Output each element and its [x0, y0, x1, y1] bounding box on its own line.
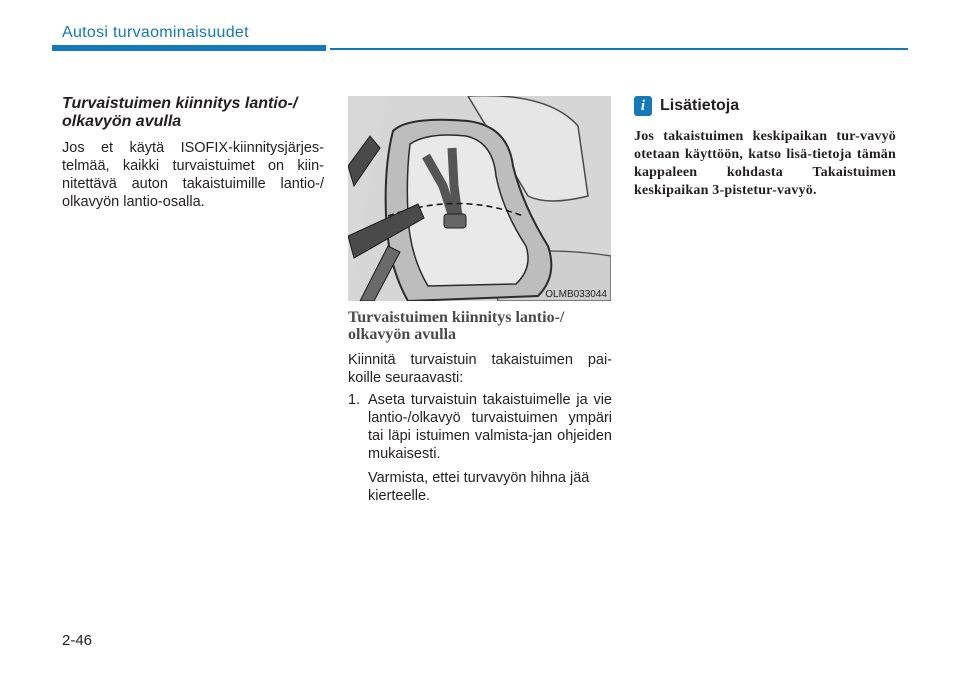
info-body: Jos takaistuimen keskipaikan tur-vavyö otetaan käyttöön, katso lisä-tietoja tämän kappaleen kohdasta Takaistuimen keskipaikan 3-pistetur-vavyö.: [634, 129, 896, 198]
list-number: 1.: [348, 392, 361, 408]
left-column: [62, 95, 324, 211]
section-title: Autosi turvaominaisuudet: [62, 24, 249, 41]
list-text: Aseta turvaistuin takaistuimelle ja vie lantio-/olkavyö turvaistuimen ympäri tai läpi istuimen valmista-jan ohjeiden mukaisesti.: [368, 392, 612, 462]
header-rule-thick: [52, 45, 326, 51]
info-header: [634, 96, 739, 116]
middle-intro: Kiinnitä turvaistuin takaistuimen pai-koille seuraavasti:: [348, 352, 612, 386]
middle-note: Varmista, ettei turvavyön hihna jää kierteelle.: [368, 470, 590, 504]
info-icon: i: [634, 96, 652, 116]
middle-column: [348, 309, 612, 505]
child-seat-drawing: [348, 96, 611, 301]
left-paragraph: Jos et käytä ISOFIX-kiinnitysjärjes-telmää, kaikki turvaistuimet on kiin-nitettävä auton takaistuimille lantio-/ olkavyön lantio-osalla.: [62, 140, 324, 210]
figure-code: OLMB033044: [545, 289, 607, 300]
page-number: 2-46: [62, 632, 93, 649]
middle-heading: Turvaistuimen kiinnitys lantio-/ olkavyön avulla: [348, 309, 565, 343]
child-seat-illustration: [348, 96, 611, 301]
info-title: Lisätietoja: [660, 97, 740, 114]
header-rule-thin: [330, 48, 908, 50]
list-item: [348, 391, 612, 463]
left-heading: Turvaistuimen kiinnitys lantio-/ olkavyön avulla: [62, 95, 298, 130]
